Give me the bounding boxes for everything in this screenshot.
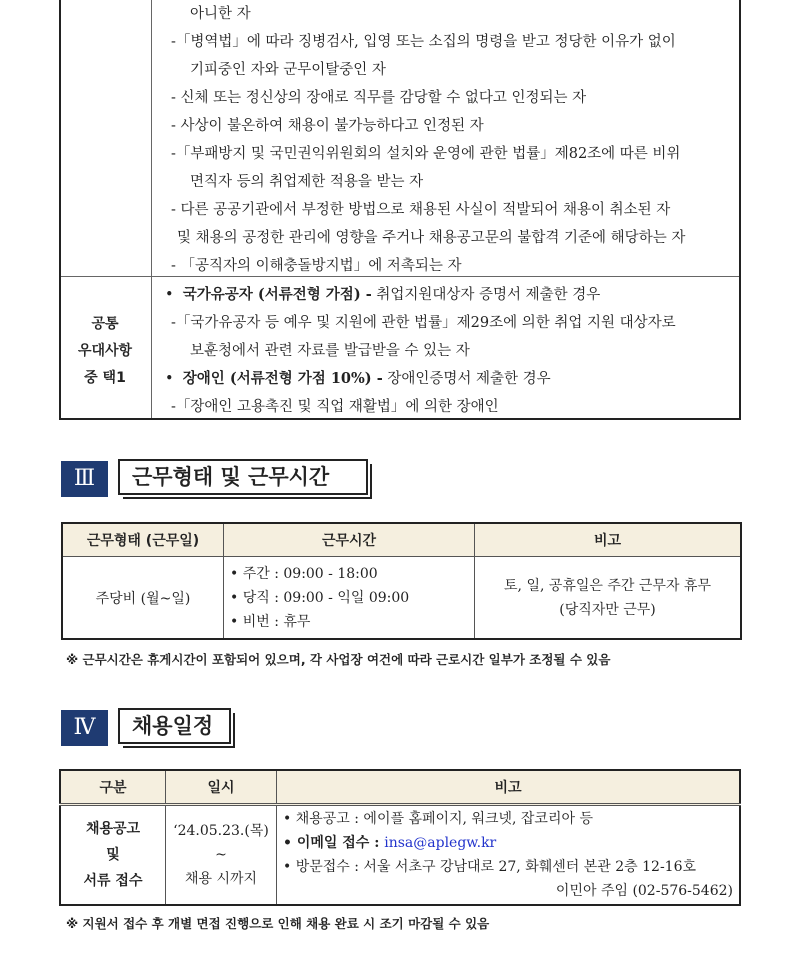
col-header: 비고 [277, 770, 741, 805]
schedule-date: ‘24.05.23.(목) ~ 채용 시까지 [166, 805, 277, 906]
work-schedule-table [61, 522, 742, 640]
text-line: - 「공직자의 이해충돌방지법」에 저촉되는 자 [171, 258, 462, 274]
pref-veteran-desc: 취업지원대상자 증명서 제출한 경우 [371, 287, 601, 303]
eligibility-table [59, 0, 741, 420]
pref-veteran-title: 국가유공자 (서류전형 가점) - [182, 286, 372, 303]
text-line: -「장애인 고용촉진 및 직업 재활법」에 의한 장애인 [171, 399, 499, 415]
text-line: 및 채용의 공정한 관리에 영향을 주거나 채용공고문의 불합격 기준에 해당하는 자 [177, 230, 686, 246]
col-header: 구분 [60, 770, 166, 805]
section-numeral: Ⅳ [61, 710, 108, 746]
pref-disabled-title: 장애인 (서류전형 가점 10%) - [182, 370, 383, 387]
email-label: • 이메일 접수 : [283, 835, 385, 851]
pref-disabled-desc: 장애인증명서 제출한 경우 [382, 371, 551, 387]
bullet: • [165, 371, 174, 387]
schedule-remark: • 채용공고 : 에이플 홈페이지, 워크넷, 잡코리아 등 • 이메일 접수 : insa@aplegw.kr • 방문접수 : 서울 서초구 강남대로 27, 화훼센터 본관 2층 12-16호 이민아 주임 (02-576-5462) [277, 805, 741, 906]
preference-label: 공통 우대사항 중 택1 [77, 316, 133, 386]
text-line: - 신체 또는 정신상의 장애로 직무를 감당할 수 없다고 인정되는 자 [171, 90, 587, 106]
section-title: 근무형태 및 근무시간 [118, 459, 368, 495]
text-line: 보훈청에서 관련 자료를 발급받을 수 있는 자 [190, 343, 470, 359]
work-remark: 토, 일, 공휴일은 주간 근무자 휴무 (당직자만 근무) [475, 557, 742, 640]
schedule-category: 채용공고 및 서류 접수 [60, 805, 166, 906]
text-line: -「병역법」에 따라 징병검사, 입영 또는 소집의 명령을 받고 정당한 이유가 없이 [171, 34, 676, 50]
col-header: 근무형태 (근무일) [62, 523, 224, 557]
email-link[interactable]: insa@aplegw.kr [384, 835, 497, 851]
text-line: - 다른 공공기관에서 부정한 방법으로 채용된 사실이 적발되어 채용이 취소된 자 [171, 202, 671, 218]
col-header: 일시 [166, 770, 277, 805]
schedule-note: ※ 지원서 접수 후 개별 면접 진행으로 인해 채용 완료 시 조기 마감될 수 있음 [66, 916, 490, 931]
work-note: ※ 근무시간은 휴게시간이 포함되어 있으며, 각 사업장 여건에 따라 근로시간 일부가 조정될 수 있음 [66, 652, 611, 667]
text-line: - 사상이 불온하여 채용이 불가능하다고 인정된 자 [171, 118, 484, 134]
recruit-schedule-table [59, 769, 741, 906]
bullet: • [165, 287, 174, 303]
text-line: 아니한 자 [190, 6, 251, 22]
work-hours: • 주간 : 09:00 - 18:00 • 당직 : 09:00 - 익일 09:00 • 비번 : 휴무 [224, 557, 475, 640]
text-line: 기피중인 자와 군무이탈중인 자 [190, 62, 386, 78]
section-numeral: Ⅲ [61, 461, 108, 497]
text-line: -「부패방지 및 국민권익위원회의 설치와 운영에 관한 법률」제82조에 따른 비위 [171, 146, 681, 162]
work-type: 주당비 (월~일) [62, 557, 224, 640]
text-line: -「국가유공자 등 예우 및 지원에 관한 법률」제29조에 의한 취업 지원 대상자로 [171, 315, 676, 331]
section-title: 채용일정 [118, 708, 231, 744]
text-line: 면직자 등의 취업제한 적용을 받는 자 [190, 174, 424, 190]
pref-veteran [165, 285, 600, 305]
col-header: 근무시간 [224, 523, 475, 557]
pref-disabled [165, 369, 551, 389]
col-header: 비고 [475, 523, 742, 557]
